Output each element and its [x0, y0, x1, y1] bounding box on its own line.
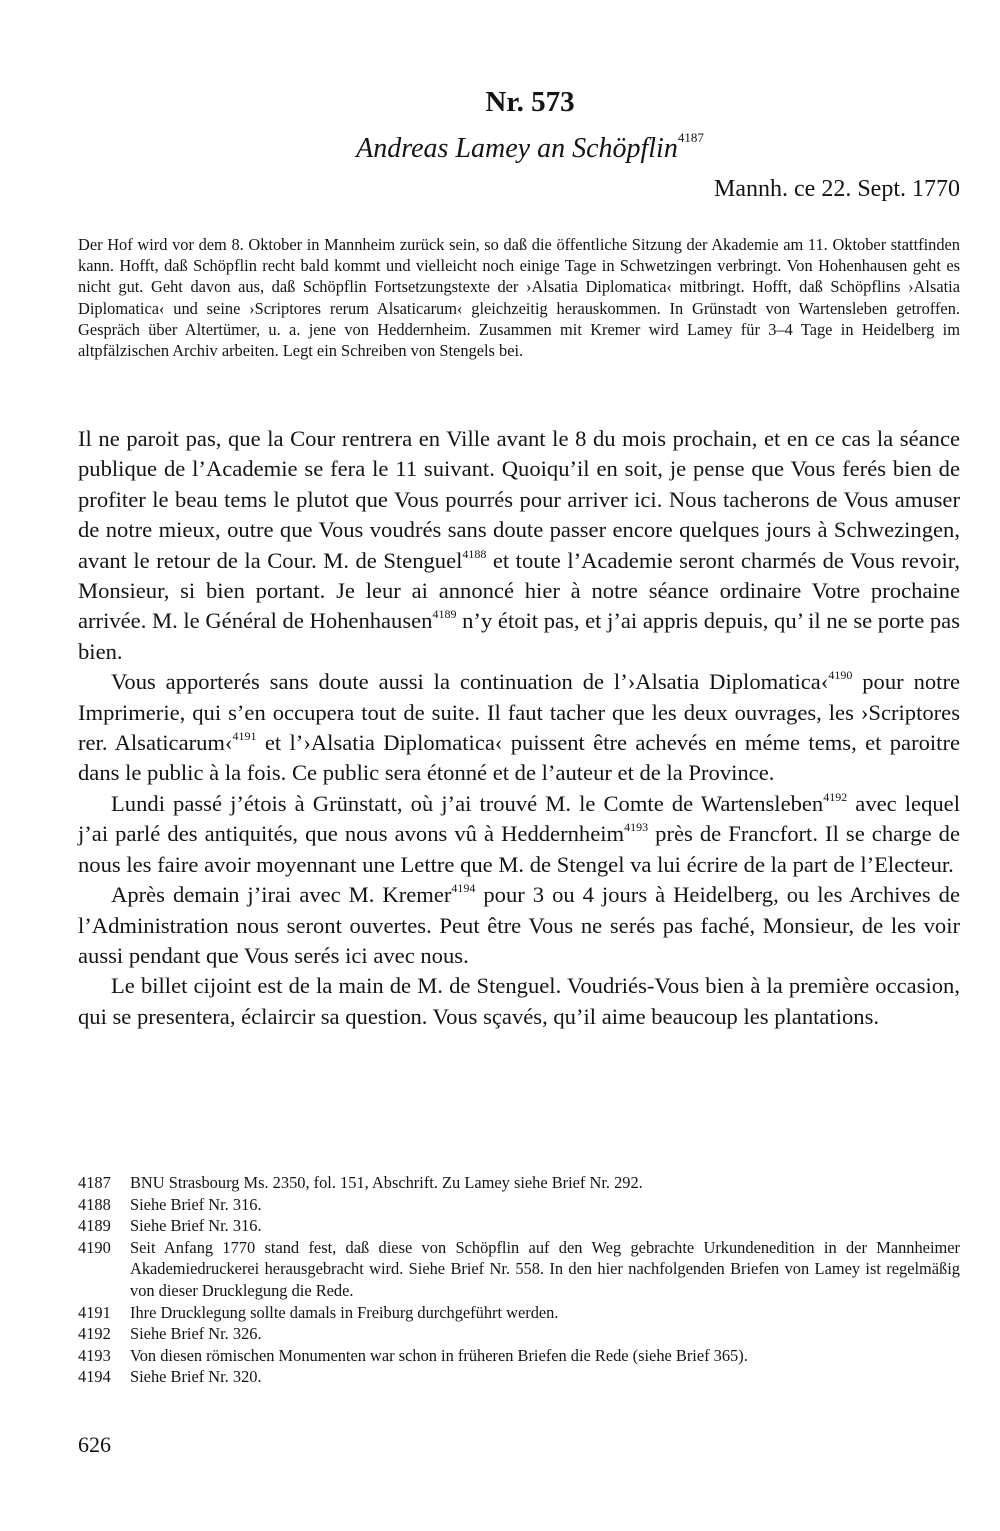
place-date: Mannh. ce 22. Sept. 1770: [714, 176, 960, 202]
footnote-ref: 4187: [677, 130, 704, 145]
footnote-text: Ihre Drucklegung sollte damals in Freiburg durchgeführt werden.: [130, 1302, 559, 1322]
footnote: [78, 1366, 960, 1388]
footnote-text: Siehe Brief Nr. 316.: [130, 1194, 262, 1214]
footnote-ref: 4188: [462, 546, 487, 561]
footnotes: [78, 1172, 960, 1388]
footnote-text: Von diesen römischen Monumenten war schon in früheren Briefen die Rede (siehe Brief 365).: [130, 1345, 748, 1365]
footnote-number: 4190: [78, 1237, 111, 1257]
letter-number: Nr. 573: [485, 86, 575, 118]
footnote-number: 4189: [78, 1216, 111, 1236]
footnote-text: Siehe Brief Nr. 326.: [130, 1324, 262, 1344]
footnote-text: Siehe Brief Nr. 316.: [130, 1216, 262, 1236]
text-run: et toute l’Academie seront charmés de Vous revoir, Monsieur, si bien portant. Je leur ai annoncé hier à notre séance ordinaire Votre prochaine arrivée. M. le Général de Hohenhausen: [78, 547, 960, 634]
footnote: [78, 1237, 960, 1302]
footnote: [78, 1302, 960, 1324]
letter-title: [0, 130, 1000, 165]
footnote-text: Siehe Brief Nr. 320.: [130, 1367, 262, 1387]
letter-paragraph: Le billet cijoint est de la main de M. de Stenguel. Voudriés-Vous bien à la première occasion, qui se presentera, éclaircir sa question. Vous sçavés, qu’il aime beaucoup les plantations.: [78, 973, 960, 1029]
footnote-ref: 4193: [624, 820, 649, 835]
text-run: près de Francfort. Il se charge de nous les faire avoir moyennant une Lettre que M. de Stengel va lui écrire de la part de l’Electeur.: [78, 821, 960, 877]
letter-paragraph: [78, 880, 960, 971]
footnote-number: 4193: [78, 1345, 111, 1365]
footnote: [78, 1215, 960, 1237]
text-run: pour notre Imprimerie, qui s’en occupera tout de suite. Il faut tacher que les deux ouvrages, les ›Scriptores rer. Alsaticarum‹: [78, 669, 960, 756]
footnote-text: Seit Anfang 1770 stand fest, daß diese von Schöpflin auf den Weg gebrachte Urkundenedition in der Mannheimer Akademiedruckerei herausgebracht wird. Siehe Brief Nr. 558. In den hier nachfolgenden Briefen von Lamey ist regelmäßig von dieser Drucklegung die Rede.: [130, 1237, 960, 1300]
text-run: Lundi passé j’étois à Grünstatt, où j’ai trouvé M. le Comte de Wartensleben: [111, 790, 824, 816]
footnote-number: 4188: [78, 1194, 111, 1214]
footnote-ref: 4189: [432, 607, 457, 622]
footnote-ref: 4190: [828, 668, 853, 683]
summary-paragraph: Der Hof wird vor dem 8. Oktober in Mannheim zurück sein, so daß die öffentliche Sitzung der Akademie am 11. Oktober stattfinden kann. Hofft, daß Schöpflin recht bald kommt und vielleicht noch einige Tage in Schwetzingen verbringt. Von Hohenhausen geht es nicht gut. Geht davon aus, daß Schöpflin Fortsetzungstexte der ›Alsatia Diplomatica‹ mitbringt. Hofft, daß Schöpflins ›Alsatia Diplomatica‹ und seine ›Scriptores rerum Alsaticarum‹ gleichzeitig herauskommen. In Grünstadt von Wartensleben getroffen. Gespräch über Altertümer, u. a. jene von Heddernheim. Zusammen mit Kremer wird Lamey für 3–4 Tage in Heidelberg im altpfälzischen Archiv arbeiten. Legt ein Schreiben von Stengels bei.: [78, 235, 960, 361]
footnote-number: 4192: [78, 1324, 111, 1344]
text-run: et l’›Alsatia Diplomatica‹ puissent être achevés en méme tems, et paroitre dans le public à la fois. Ce public sera étonné et de l’auteur et de la Province.: [78, 730, 960, 786]
footnote: [78, 1323, 960, 1345]
footnote-ref: 4194: [451, 881, 476, 896]
footnote: [78, 1194, 960, 1216]
letter-title-text: Andreas Lamey an Schöpflin: [356, 133, 678, 164]
text-run: Il ne paroit pas, que la Cour rentrera en Ville avant le 8 du mois prochain, et en ce cas la séance publique de l’Academie se fera le 11 suivant. Quoiqu’il en soit, je pense que Vous ferés bien de profiter le beau tems le plutot que Vous pourrés pour arriver ici. Nous tacherons de Vous amuser de notre mieux, outre que Vous voudrés sans doute passer encore quelques jours à Schwezingen, avant le retour de la Cour. M. de Stenguel: [78, 426, 960, 573]
footnote-text: BNU Strasbourg Ms. 2350, fol. 151, Abschrift. Zu Lamey siehe Brief Nr. 292.: [130, 1173, 643, 1192]
footnote-number: 4187: [78, 1173, 111, 1192]
text-run: n’y étoit pas, et j’ai appris depuis, qu’ il ne se porte pas bien.: [78, 608, 960, 664]
footnote-ref: 4192: [823, 789, 848, 804]
text-run: Vous apporterés sans doute aussi la continuation de l’›Alsatia Diplomatica‹: [111, 669, 829, 695]
letter-paragraph: [78, 789, 960, 880]
page-number: 626: [78, 1432, 111, 1457]
footnote: [78, 1345, 960, 1367]
text-run: avec lequel j’ai parlé des antiquités, que nous avons vû à Heddernheim: [78, 790, 960, 847]
footnote-ref: 4191: [232, 729, 257, 744]
letter-paragraph: [78, 424, 960, 667]
footnote: [78, 1172, 960, 1194]
letter-paragraph: [78, 667, 960, 789]
footnote-number: 4191: [78, 1302, 111, 1322]
footnote-number: 4194: [78, 1367, 111, 1387]
text-run: pour 3 ou 4 jours à Heidelberg, ou les Archives de l’Administration nous seront ouvertes. Peut être Vous ne serés pas faché, Monsieur, de les voir aussi pendant que Vous serés ici avec nous.: [78, 882, 960, 968]
letter-body: [78, 424, 960, 1032]
text-run: Après demain j’irai avec M. Kremer: [111, 882, 452, 908]
